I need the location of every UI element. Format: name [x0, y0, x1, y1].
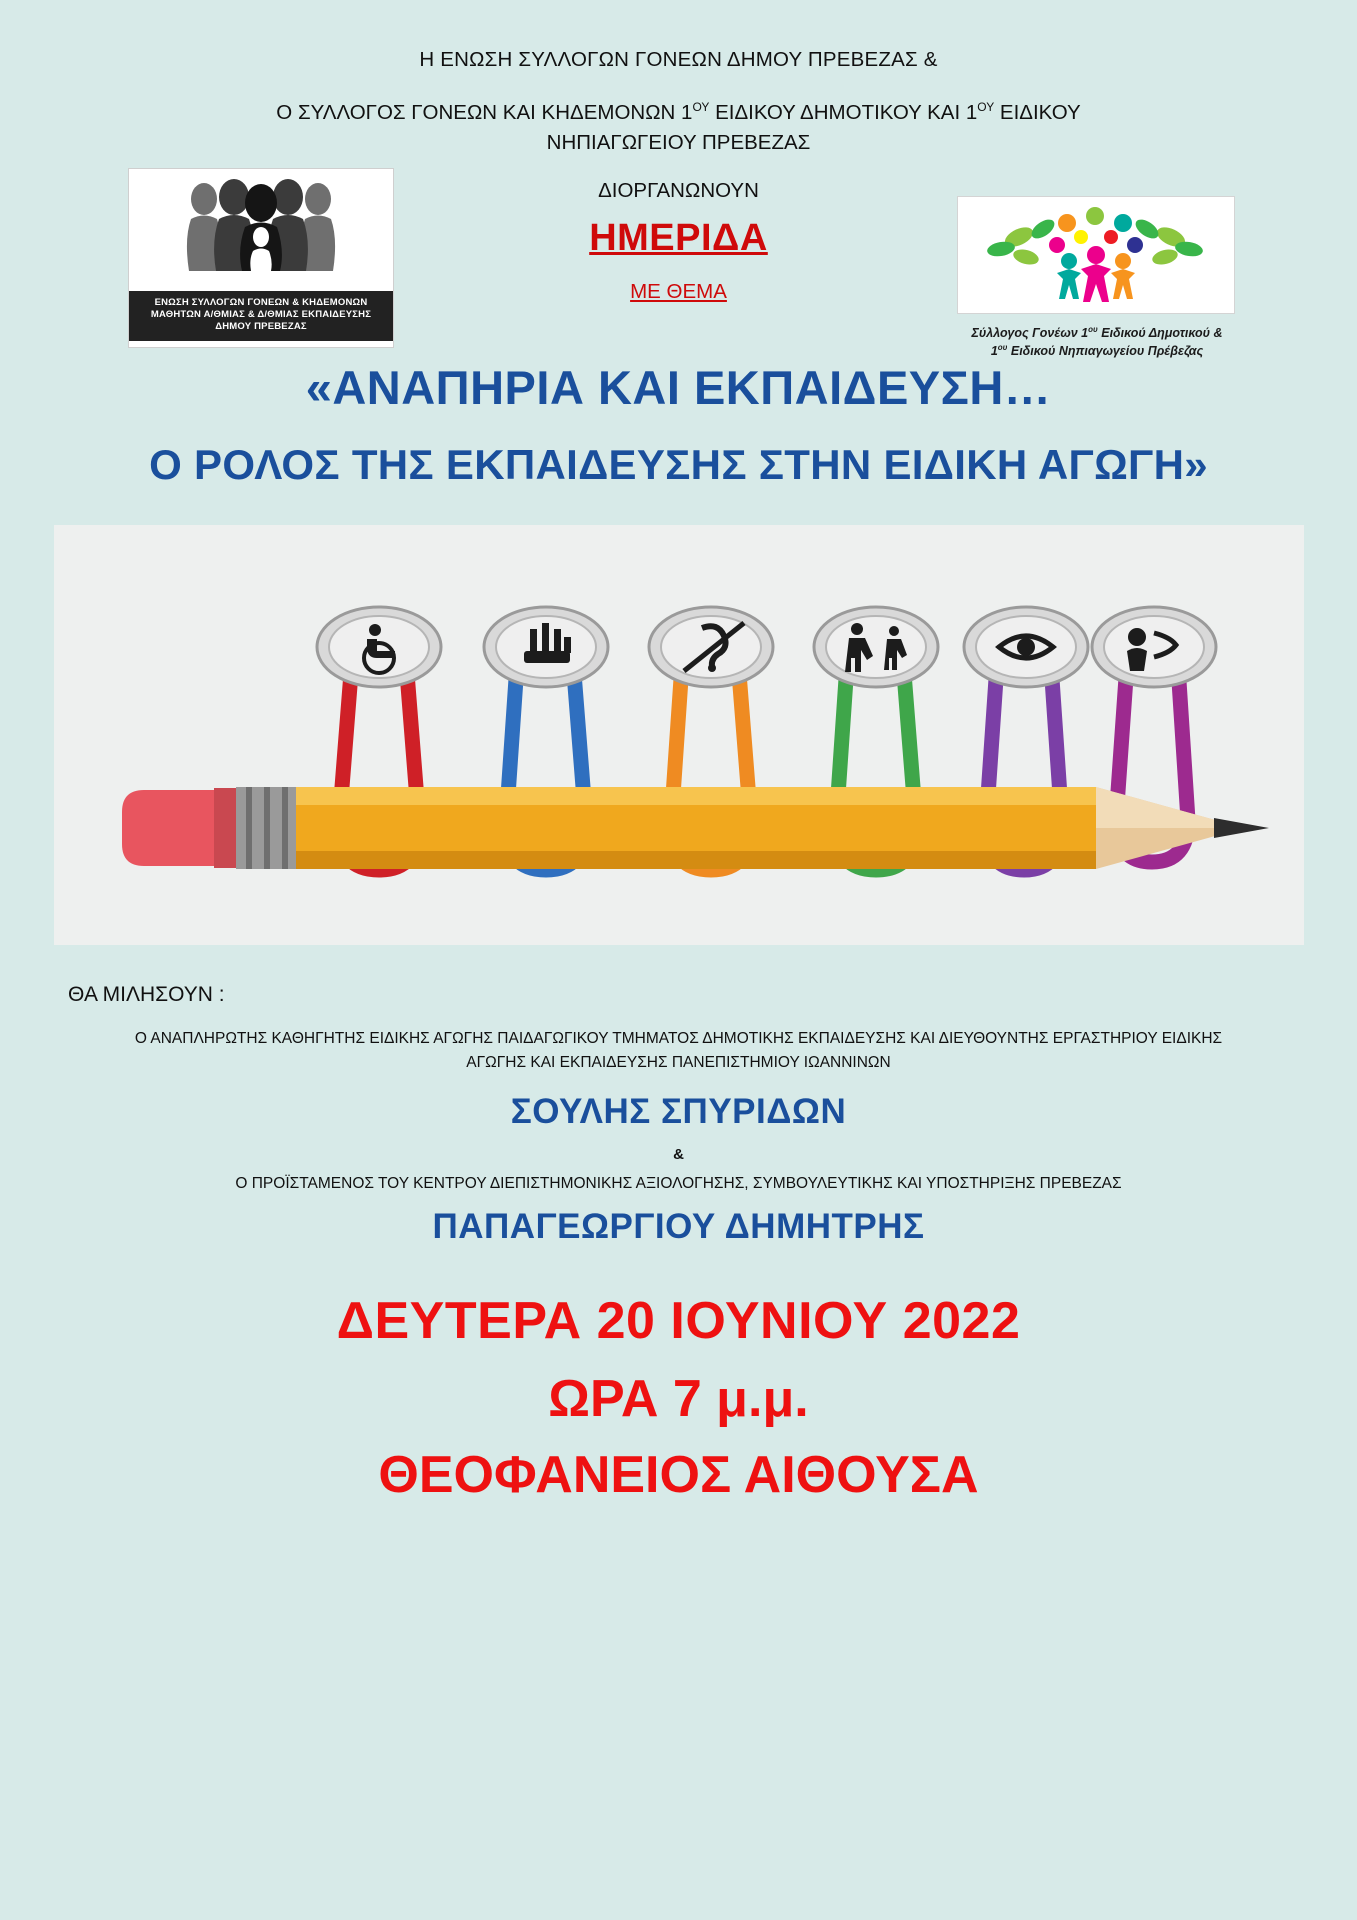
event-type-heading: ΗΜΕΡΙΔΑ [589, 217, 768, 260]
logo-caption-line-2: ΜΑΘΗΤΩΝ Α/ΘΜΙΑΣ & Δ/ΘΜΙΑΣ ΕΚΠΑΙΔΕΥΣΗΣ [150, 308, 372, 320]
right-caption-2b: Ειδικού Νηπιαγωγείου Πρέβεζας [1007, 344, 1204, 359]
speakers-intro: ΘΑ ΜΙΛΗΣΟΥΝ : [68, 983, 225, 1007]
parents-union-logo-caption [129, 291, 393, 341]
pencil-and-medals-illustration [54, 525, 1304, 945]
speaker-1-role-line-1: Ο ΑΝΑΠΛΗΡΩΤΗΣ ΚΑΘΗΓΗΤΗΣ ΕΙΔΙΚΗΣ ΑΓΩΓΗΣ ΠΑΙΔΑΓΩΓΙΚΟΥ ΤΜΗΜΑΤΟΣ ΔΗΜΟΤΙΚΗΣ ΕΚΠΑΙΔΕΥΣΗΣ ΚΑΙ ΔΙΕΥΘΟΥΝΤΗΣ ΕΡΓΑΣΤΗΡΙΟΥ ΕΙΔΙΚΗΣ [134, 1030, 1223, 1048]
organizer-line-2-part1: Ο ΣΥΛΛΟΓΟΣ ΓΟΝΕΩΝ ΚΑΙ ΚΗΔΕΜΟΝΩΝ 1 [276, 101, 693, 124]
logo-caption-line-3: ΔΗΜΟΥ ΠΡΕΒΕΖΑΣ [215, 320, 307, 332]
speakers-section [0, 983, 1357, 1247]
organize-word: ΔΙΟΡΓΑΝΩΝΟΥΝ [598, 179, 759, 203]
right-logo-caption-line-2 [957, 342, 1237, 360]
poster-title-line-1: «ΑΝΑΠΗΡΙΑ ΚΑΙ ΕΚΠΑΙΔΕΥΣΗ… [305, 361, 1052, 415]
parents-union-logo [128, 168, 394, 348]
speaker-1-name: ΣΟΥΛΗΣ ΣΠΥΡΙΔΩΝ [510, 1091, 847, 1131]
right-caption-sup-2: ου [997, 343, 1008, 353]
tree-with-children-icon [971, 203, 1221, 307]
event-time: ΩΡΑ 7 μ.μ. [548, 1369, 809, 1428]
right-caption-sup-1: ου [1088, 325, 1098, 334]
logo-caption-line-1: ΕΝΩΣΗ ΣΥΛΛΟΓΩΝ ΓΟΝΕΩΝ & ΚΗΔΕΜΟΝΩΝ [154, 297, 368, 308]
topic-label: ΜΕ ΘΕΜΑ [630, 280, 727, 304]
event-details [0, 1291, 1357, 1505]
organizer-line-2-part3: ΕΙΔΙΚΟΥ ΝΗΠΙΑΓΩΓΕΙΟΥ ΠΡΕΒΕΖΑΣ [546, 101, 1081, 154]
event-date: ΔΕΥΤΕΡΑ 20 ΙΟΥΝΙΟΥ 2022 [336, 1291, 1021, 1350]
right-caption-1b: Ειδικού Δημοτικού & [1097, 326, 1223, 341]
right-caption-1a: Σύλλογος Γονέων 1 [971, 326, 1089, 341]
speaker-2-role: Ο ΠΡΟΪΣΤΑΜΕΝΟΣ ΤΟΥ ΚΕΝΤΡΟΥ ΔΙΕΠΙΣΤΗΜΟΝΙΚΗΣ ΑΞΙΟΛΟΓΗΣΗΣ, ΣΥΜΒΟΥΛΕΥΤΙΚΗΣ ΚΑΙ ΥΠΟΣΤΗΡΙΞΗΣ ΠΡΕΒΕΖΑΣ [235, 1174, 1122, 1192]
organizer-line-2-part2: ΕΙΔΙΚΟΥ ΔΗΜΟΤΙΚΟΥ ΚΑΙ 1 [709, 101, 978, 124]
organizer-line-1: Η ΕΝΩΣΗ ΣΥΛΛΟΓΩΝ ΓΟΝΕΩΝ ΔΗΜΟΥ ΠΡΕΒΕΖΑΣ & [419, 48, 938, 71]
speaker-1-role [60, 1027, 1297, 1074]
ordinal-sup-2: ΟΥ [977, 100, 995, 115]
disability-symbols-pencil-image [54, 525, 1304, 945]
speaker-1-role-line-2: ΑΓΩΓΗΣ ΚΑΙ ΕΚΠΑΙΔΕΥΣΗΣ ΠΑΝΕΠΙΣΤΗΜΙΟΥ ΙΩΑΝΝΙΝΩΝ [466, 1053, 891, 1071]
speaker-2-name: ΠΑΠΑΓΕΩΡΓΙΟΥ ΔΗΜΗΤΡΗΣ [432, 1206, 925, 1246]
event-venue: ΘΕΟΦΑΝΕΙΟΣ ΑΙΘΟΥΣΑ [378, 1445, 979, 1504]
speakers-separator: & [673, 1145, 684, 1163]
poster-title-line-2: Ο ΡΟΛΟΣ ΤΗΣ ΕΚΠΑΙΔΕΥΣΗΣ ΣΤΗΝ ΕΙΔΙΚΗ ΑΓΩΓΗ» [149, 441, 1208, 489]
ordinal-sup-1: ΟΥ [692, 100, 710, 115]
right-caption-2a: 1 [990, 344, 998, 359]
organizer-line-2 [0, 98, 1357, 157]
family-figures-icon [166, 177, 356, 289]
special-school-logo-caption [957, 324, 1237, 361]
right-logo-caption-line-1 [957, 324, 1237, 342]
tree-people-logo-box [957, 196, 1235, 314]
special-school-parents-logo [957, 196, 1237, 361]
